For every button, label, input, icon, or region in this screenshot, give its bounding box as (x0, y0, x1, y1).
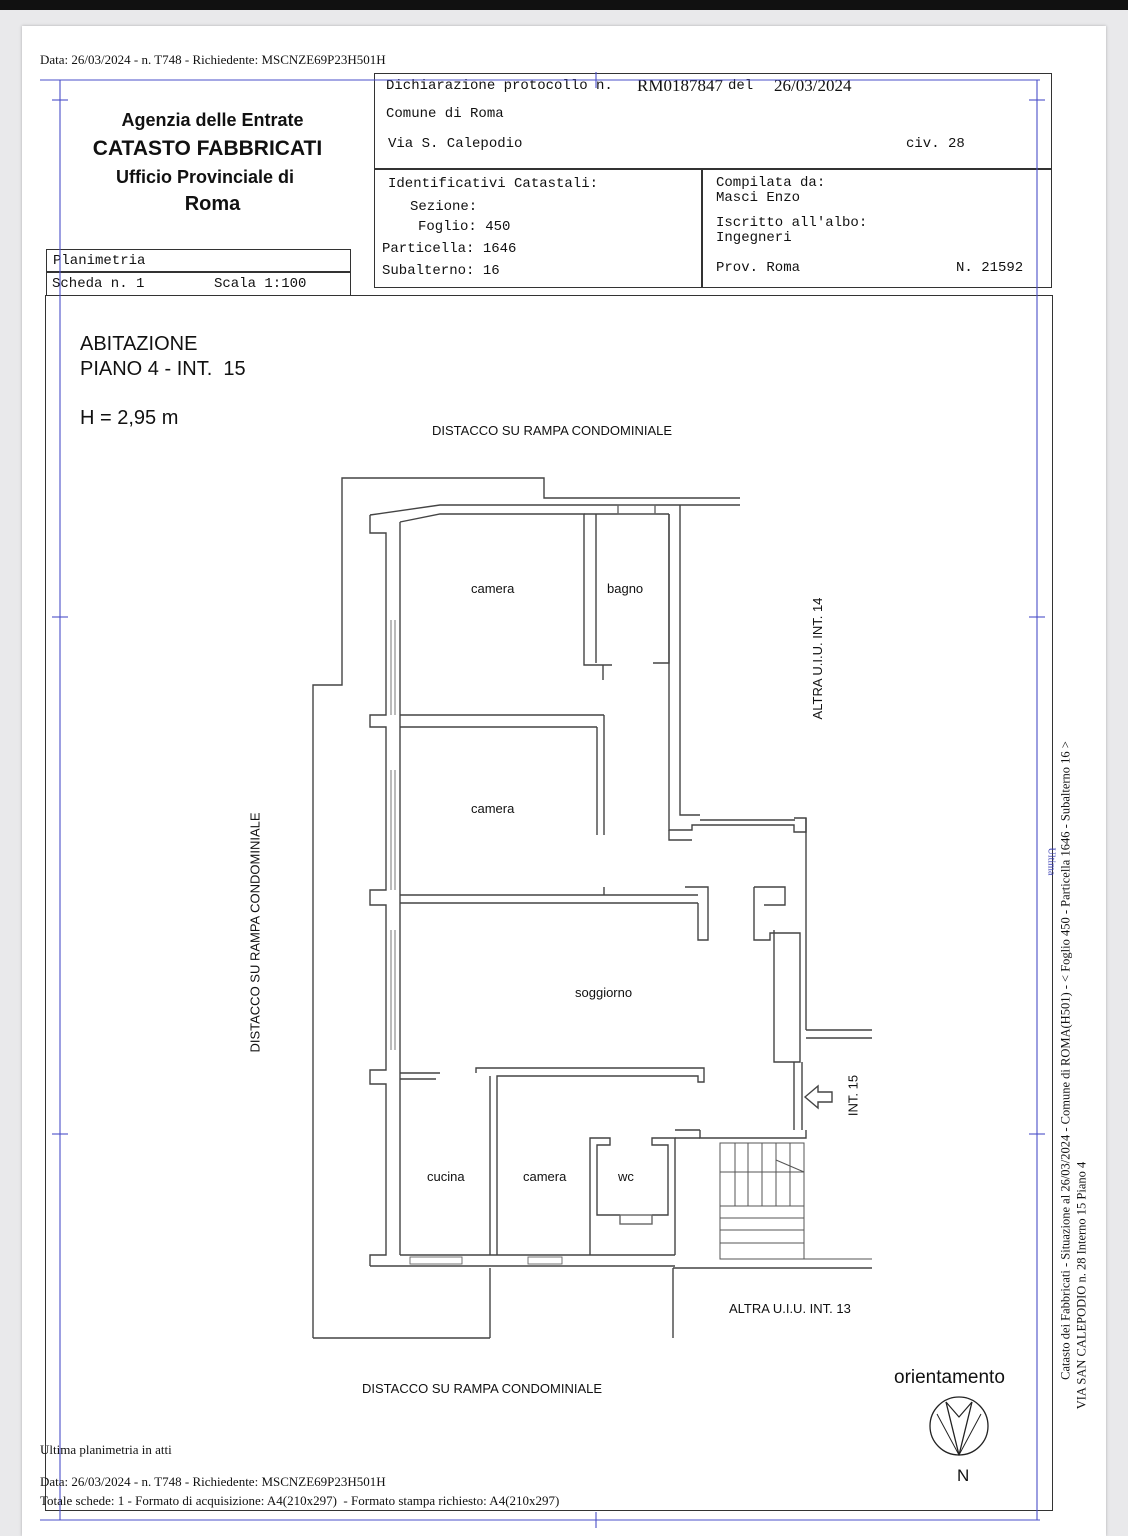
address-via: Via S. Calepodio (388, 136, 523, 152)
subalterno-field: Subalterno: 16 (382, 263, 500, 279)
scale-value: Scala 1:100 (214, 276, 307, 292)
entrance-arrow-icon (805, 1086, 832, 1108)
room-wc: wc (618, 1169, 634, 1184)
room-camera-1: camera (471, 581, 515, 596)
protocol-number: RM0187847 (637, 76, 723, 95)
albo-value: Ingegneri (716, 230, 792, 246)
footer-last-plan: Ultima planimetria in atti (40, 1442, 172, 1457)
orientation-label: orientamento (894, 1367, 1005, 1388)
protocol-del: del (728, 78, 754, 94)
particella-field: Particella: 1646 (382, 241, 517, 257)
north-label: N (957, 1466, 970, 1485)
footer-totale: Totale schede: 1 - Formato di acquisizione: A4(210x297) - Formato stampa richiesto: A4(210x297) (40, 1493, 560, 1508)
room-bagno: bagno (607, 581, 644, 596)
bottom-distacco-label: DISTACCO SU RAMPA CONDOMINIALE (362, 1381, 603, 1396)
office-city: Roma (184, 193, 241, 215)
footer-request-line: Data: 26/03/2024 - n. T748 - Richiedente: MSCNZE69P23H501H (40, 1474, 386, 1489)
protocol-label: Dichiarazione protocollo n. (386, 78, 613, 94)
catasto-title: CATASTO FABBRICATI (92, 137, 323, 160)
scheda-number: Scheda n. 1 (52, 276, 145, 292)
left-distacco-label: DISTACCO SU RAMPA CONDOMINIALE (247, 812, 263, 1053)
protocol-date: 26/03/2024 (774, 76, 852, 95)
room-camera-3: camera (523, 1169, 567, 1184)
plan-type: ABITAZIONE (80, 333, 198, 355)
agency-name: Agenzia delle Entrate (121, 110, 304, 130)
province-label: Prov. Roma (716, 260, 801, 276)
address-civ: civ. 28 (906, 136, 965, 152)
entrance-int15-label: INT. 15 (845, 1074, 861, 1117)
sezione-field: Sezione: (410, 199, 478, 215)
side-caption-line1: Catasto dei Fabbricati - Situazione al 26/03/2024 - Comune di ROMA(H501) - < Foglio 450 - Particella 1646 - Subalterno 16 > (1058, 741, 1073, 1380)
compass-north-icon (930, 1397, 988, 1455)
identifiers-title: Identificativi Catastali: (388, 176, 599, 192)
compiler-name: Masci Enzo (716, 190, 801, 206)
comune-label: Comune di Roma (386, 106, 504, 122)
albo-label: Iscritto all'albo: (716, 215, 868, 231)
plan-height: H = 2,95 m (80, 407, 179, 429)
scan-guide-lines (40, 72, 1045, 1528)
office-label: Ufficio Provinciale di (115, 167, 295, 187)
int13-label: ALTRA U.I.U. INT. 13 (729, 1301, 851, 1316)
side-caption-line2: VIA SAN CALEPODIO n. 28 Interno 15 Piano 4 (1074, 1161, 1089, 1410)
room-soggiorno: soggiorno (575, 985, 633, 1000)
stamp-text: Ultima (1045, 847, 1057, 876)
compiler-label: Compilata da: (716, 175, 826, 191)
planimetria-title: Planimetria (53, 253, 146, 269)
int14-label: ALTRA U.I.U. INT. 14 (810, 597, 825, 720)
header-request-line: Data: 26/03/2024 - n. T748 - Richiedente: MSCNZE69P23H501H (40, 52, 386, 67)
top-distacco-label: DISTACCO SU RAMPA CONDOMINIALE (432, 423, 673, 438)
plan-floor: PIANO 4 - INT. 15 (80, 358, 246, 380)
room-cucina: cucina (427, 1169, 465, 1184)
foglio-field: Foglio: 450 (418, 219, 511, 235)
registration-number: N. 21592 (956, 260, 1024, 276)
room-camera-2: camera (471, 801, 515, 816)
